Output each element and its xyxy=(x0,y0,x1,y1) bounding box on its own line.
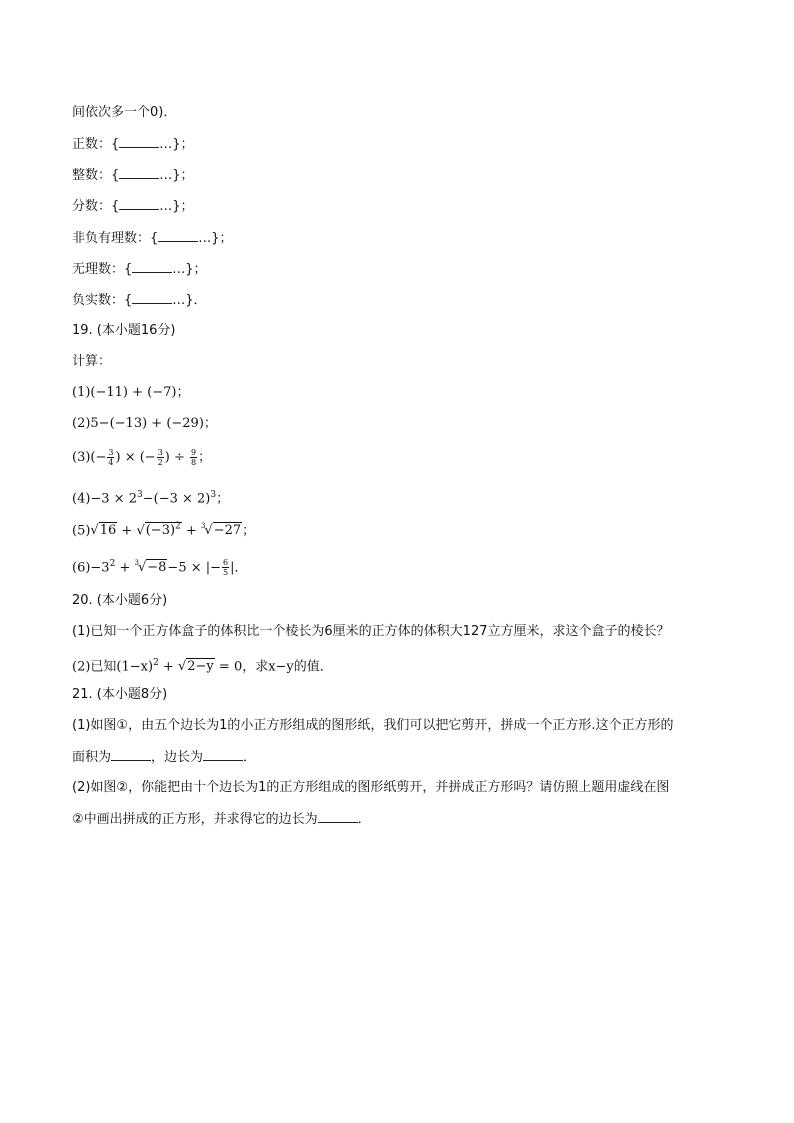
q19-part5: $(5)√16 + √(-3)^2 + ^3√-27$； xyxy=(72,518,255,541)
q19-part2: (2)5−(−13) + (−29)； xyxy=(72,416,217,431)
square-root: $√(-3)^2$ xyxy=(136,522,181,539)
answer-blank[interactable] xyxy=(158,229,198,242)
square-root: √2−y xyxy=(177,659,214,675)
answer-blank[interactable] xyxy=(132,291,172,304)
category-nonnegative-rational xyxy=(72,229,233,248)
intro-tail: 间依次多一个0)． xyxy=(72,105,177,120)
q19-part4: $(4)-3 \times 2^3-(-3 \times 2)^3$； xyxy=(72,490,230,507)
answer-blank[interactable] xyxy=(132,260,172,273)
category-end: …}； xyxy=(159,168,194,183)
category-integer xyxy=(72,166,194,185)
q19-part3: (3)(− $\frac{3}{4}$ ) × (− $\frac{3}{2}$ ) ÷ $\frac{9}{8}$ ； xyxy=(72,448,212,467)
fraction: $\frac{6}{5}$ xyxy=(223,558,229,578)
cube-root: $^3$√−8 xyxy=(134,559,167,576)
category-label: 正数：{ xyxy=(72,137,120,152)
q19-header: 19. (本小题16分) xyxy=(72,323,176,338)
fraction: $\frac{3}{2}$ xyxy=(157,448,163,467)
category-label: 负实数：{ xyxy=(72,293,133,308)
fraction: $\frac{9}{8}$ xyxy=(191,448,197,467)
q20-part1: (1)已知一个正方体盒子的体积比一个棱长为6厘米的正方体的体积大127立方厘米，求这个盒子的棱长？ xyxy=(72,624,670,639)
q21-part1-line2: 面积为 ，边长为 ． xyxy=(72,750,257,765)
category-end: …}； xyxy=(159,137,194,152)
answer-blank[interactable] xyxy=(318,810,358,823)
category-negative-real xyxy=(72,291,207,310)
q21-part2-line1: (2)如图②，你能把由十个边长为1的正方形组成的图形纸剪开，并拼成正方形吗？请仿照上题用虚线在图 xyxy=(72,780,670,795)
category-end: …}； xyxy=(198,231,233,246)
q21-part1-line1: (1)如图①，由五个边长为1的小正方形组成的图形纸，我们可以把它剪开，拼成一个正方形.这个正方形的 xyxy=(72,718,674,733)
category-irrational xyxy=(72,260,207,279)
category-end: …}． xyxy=(172,293,207,308)
category-end: …}； xyxy=(159,199,194,214)
q21-part2-line2: ②中画出拼成的正方形，并求得它的边长为 ． xyxy=(72,812,371,827)
category-end: …}； xyxy=(172,262,207,277)
category-label: 整数：{ xyxy=(72,168,120,183)
category-label: 分数：{ xyxy=(72,199,120,214)
category-fraction xyxy=(72,197,194,216)
q19-instruction: 计算： xyxy=(72,354,112,369)
answer-blank[interactable] xyxy=(119,135,159,148)
cube-root: $^3$√−27 xyxy=(200,522,242,539)
q19-part1: (1)(−11) + (−7)； xyxy=(72,385,190,400)
q20-header: 20. (本小题6分) xyxy=(72,593,168,608)
q19-part6: $(6)-3^2 + ^3√-8-5$ × |− $\frac{6}{5}$ |． xyxy=(72,558,248,578)
answer-blank[interactable] xyxy=(203,748,243,761)
square-root: √16 xyxy=(90,523,117,539)
q20-part2: (2)已知$(1-x)^2 + √2-y = 0$，求x−y的值． xyxy=(72,658,333,675)
fraction: $\frac{3}{4}$ xyxy=(108,448,114,467)
q21-header: 21. (本小题8分) xyxy=(72,687,168,702)
answer-blank[interactable] xyxy=(111,748,151,761)
category-label: 非负有理数：{ xyxy=(72,231,159,246)
category-label: 无理数：{ xyxy=(72,262,133,277)
category-positive xyxy=(72,135,194,154)
answer-blank[interactable] xyxy=(119,166,159,179)
answer-blank[interactable] xyxy=(119,197,159,210)
